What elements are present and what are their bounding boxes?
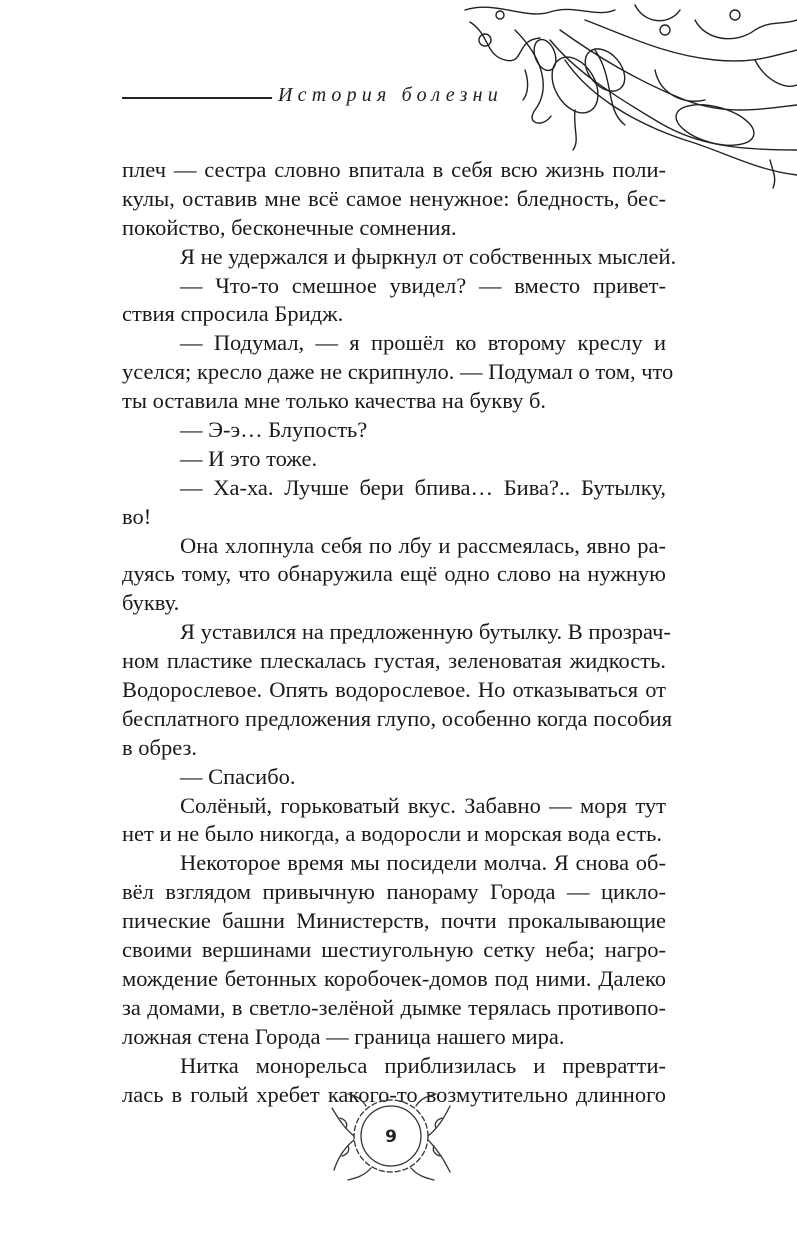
text-line: Я не удержался и фыркнул от собственных мыслей.	[180, 243, 677, 269]
text-line: ты оставила мне только качества на букву б.	[122, 388, 547, 414]
header-rule	[122, 97, 272, 99]
running-header	[122, 84, 522, 114]
text-line: мождение бетонных коробочек-домов под ними. Далеко	[122, 965, 666, 991]
text-line: уселся; кресло даже не скрипнуло. — Подумал о том, что	[122, 359, 674, 385]
text-line: Нитка монорельса приблизилась и превратти-	[180, 1052, 666, 1078]
text-line: во!	[122, 503, 152, 529]
text-line: — Спасибо.	[180, 763, 296, 789]
text-line: Солёный, горьковатый вкус. Забавно — моря тут	[180, 792, 666, 818]
header-title: История болезни	[278, 84, 503, 106]
text-line: Она хлопнула себя по лбу и рассмеялась, явно ра-	[180, 532, 666, 558]
text-line: кулы, оставив мне всё самое ненужное: бледность, бес-	[122, 185, 666, 211]
text-line: Водорослевое. Опять водорослевое. Но отказываться от	[122, 677, 666, 703]
body-text	[122, 156, 677, 1109]
text-line: — Э-э… Блупость?	[180, 417, 368, 443]
text-line: плеч — сестра словно впитала в себя всю жизнь поли-	[122, 157, 666, 182]
text-line: — Подумал, — я прошёл ко второму креслу и	[180, 330, 666, 356]
text-line: ложная стена Города — граница нашего мира.	[122, 1023, 565, 1049]
text-line: лась в голый хребет какого-то возмутительно длинного	[122, 1081, 666, 1107]
text-line: дуясь тому, что обнаружила ещё одно слово на нужную	[122, 561, 666, 587]
page-number: 9	[385, 1127, 397, 1147]
folio	[326, 1088, 456, 1184]
text-line: ном пластике плескалась густая, зеленоватая жидкость.	[122, 648, 666, 674]
text-line: Некоторое время мы посидели молча. Я снова об-	[180, 850, 666, 876]
text-line: за домами, в светло-зелёной дымке терялась противопо-	[122, 994, 666, 1020]
text-line: — Что-то смешное увидел? — вместо привет-	[180, 272, 666, 298]
text-line: нет и не было никогда, а водоросли и морская вода есть.	[122, 821, 663, 847]
text-line: покойство, бесконечные сомнения.	[122, 214, 457, 240]
text-line: вёл взглядом привычную панораму Города — цикло-	[122, 879, 666, 905]
text-line: пические башни Министерств, почти прокалывающие	[122, 908, 666, 934]
text-line: Я уставился на предложенную бутылку. В прозрач-	[180, 619, 671, 645]
text-line: — И это тоже.	[180, 445, 318, 471]
text-line: своими вершинами шестиугольную сетку неба; нагро-	[122, 937, 666, 963]
text-line: — Ха-ха. Лучше бери бпива… Бива?.. Бутылку,	[180, 474, 666, 500]
text-line: букву.	[122, 590, 180, 616]
text-line: ствия спросила Бридж.	[122, 301, 344, 327]
text-line: бесплатного предложения глупо, особенно когда пособия	[122, 705, 673, 731]
text-line: в обрез.	[122, 734, 197, 760]
